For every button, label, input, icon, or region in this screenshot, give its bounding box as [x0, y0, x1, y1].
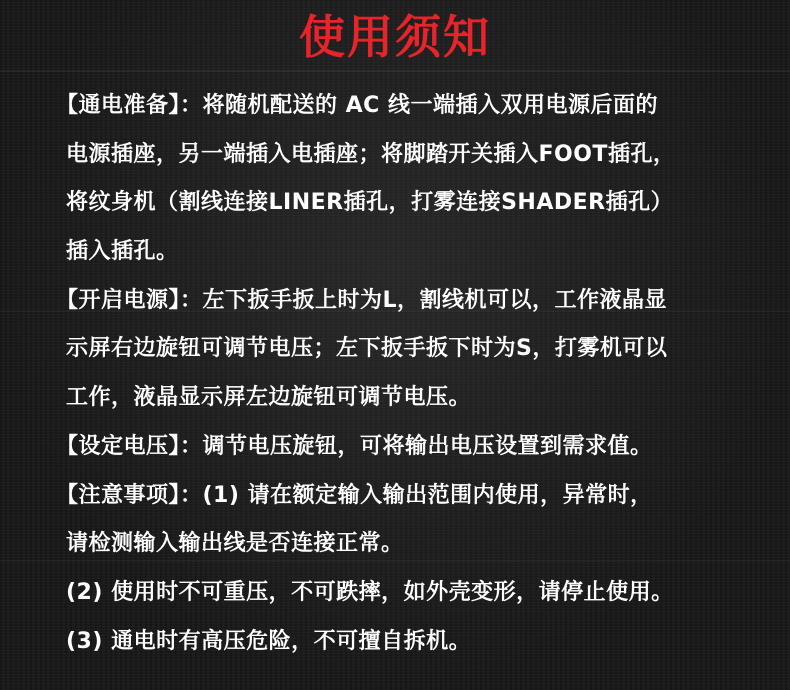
power-on-line-1: 【开启电源】：左下扳手扳上时为L，割线机可以，工作液晶显: [56, 287, 668, 313]
power-prep-line-1: 【通电准备】：将随机配送的 AC 线一端插入双用电源后面的: [56, 93, 658, 118]
notes-line-3: (2) 使用时不可重压，不可跌摔，如外壳变形，请停止使用。: [66, 579, 674, 605]
power-prep-line-3: 将纹身机（割线连接LINER插孔，打雾连接SHADER插孔）: [66, 190, 674, 216]
page-title: 使用须知: [299, 10, 491, 64]
notes-line-1: 【注意事项】：(1) 请在额定输入输出范围内使用，异常时，: [56, 482, 653, 508]
notes-line-4: (3) 通电时有高压危险，不可擅自拆机。: [66, 628, 472, 654]
notes-line-2: 请检测输入输出线是否连接正常。: [66, 531, 404, 557]
background-texture: [0, 70, 790, 72]
power-prep-line-4: 插入插孔。: [66, 239, 179, 265]
instructions-body: [56, 92, 746, 676]
power-on-line-2: 示屏右边旋钮可调节电压；左下扳手扳下时为S，打雾机可以: [66, 336, 668, 362]
power-prep-line-2: 电源插座，另一端插入电插座；将脚踏开关插入FOOT插孔，: [66, 141, 676, 167]
set-voltage-line: 【设定电压】：调节电压旋钮，可将输出电压设置到需求值。: [56, 433, 653, 459]
power-on-line-3: 工作，液晶显示屏左边旋钮可调节电压。: [66, 385, 472, 411]
